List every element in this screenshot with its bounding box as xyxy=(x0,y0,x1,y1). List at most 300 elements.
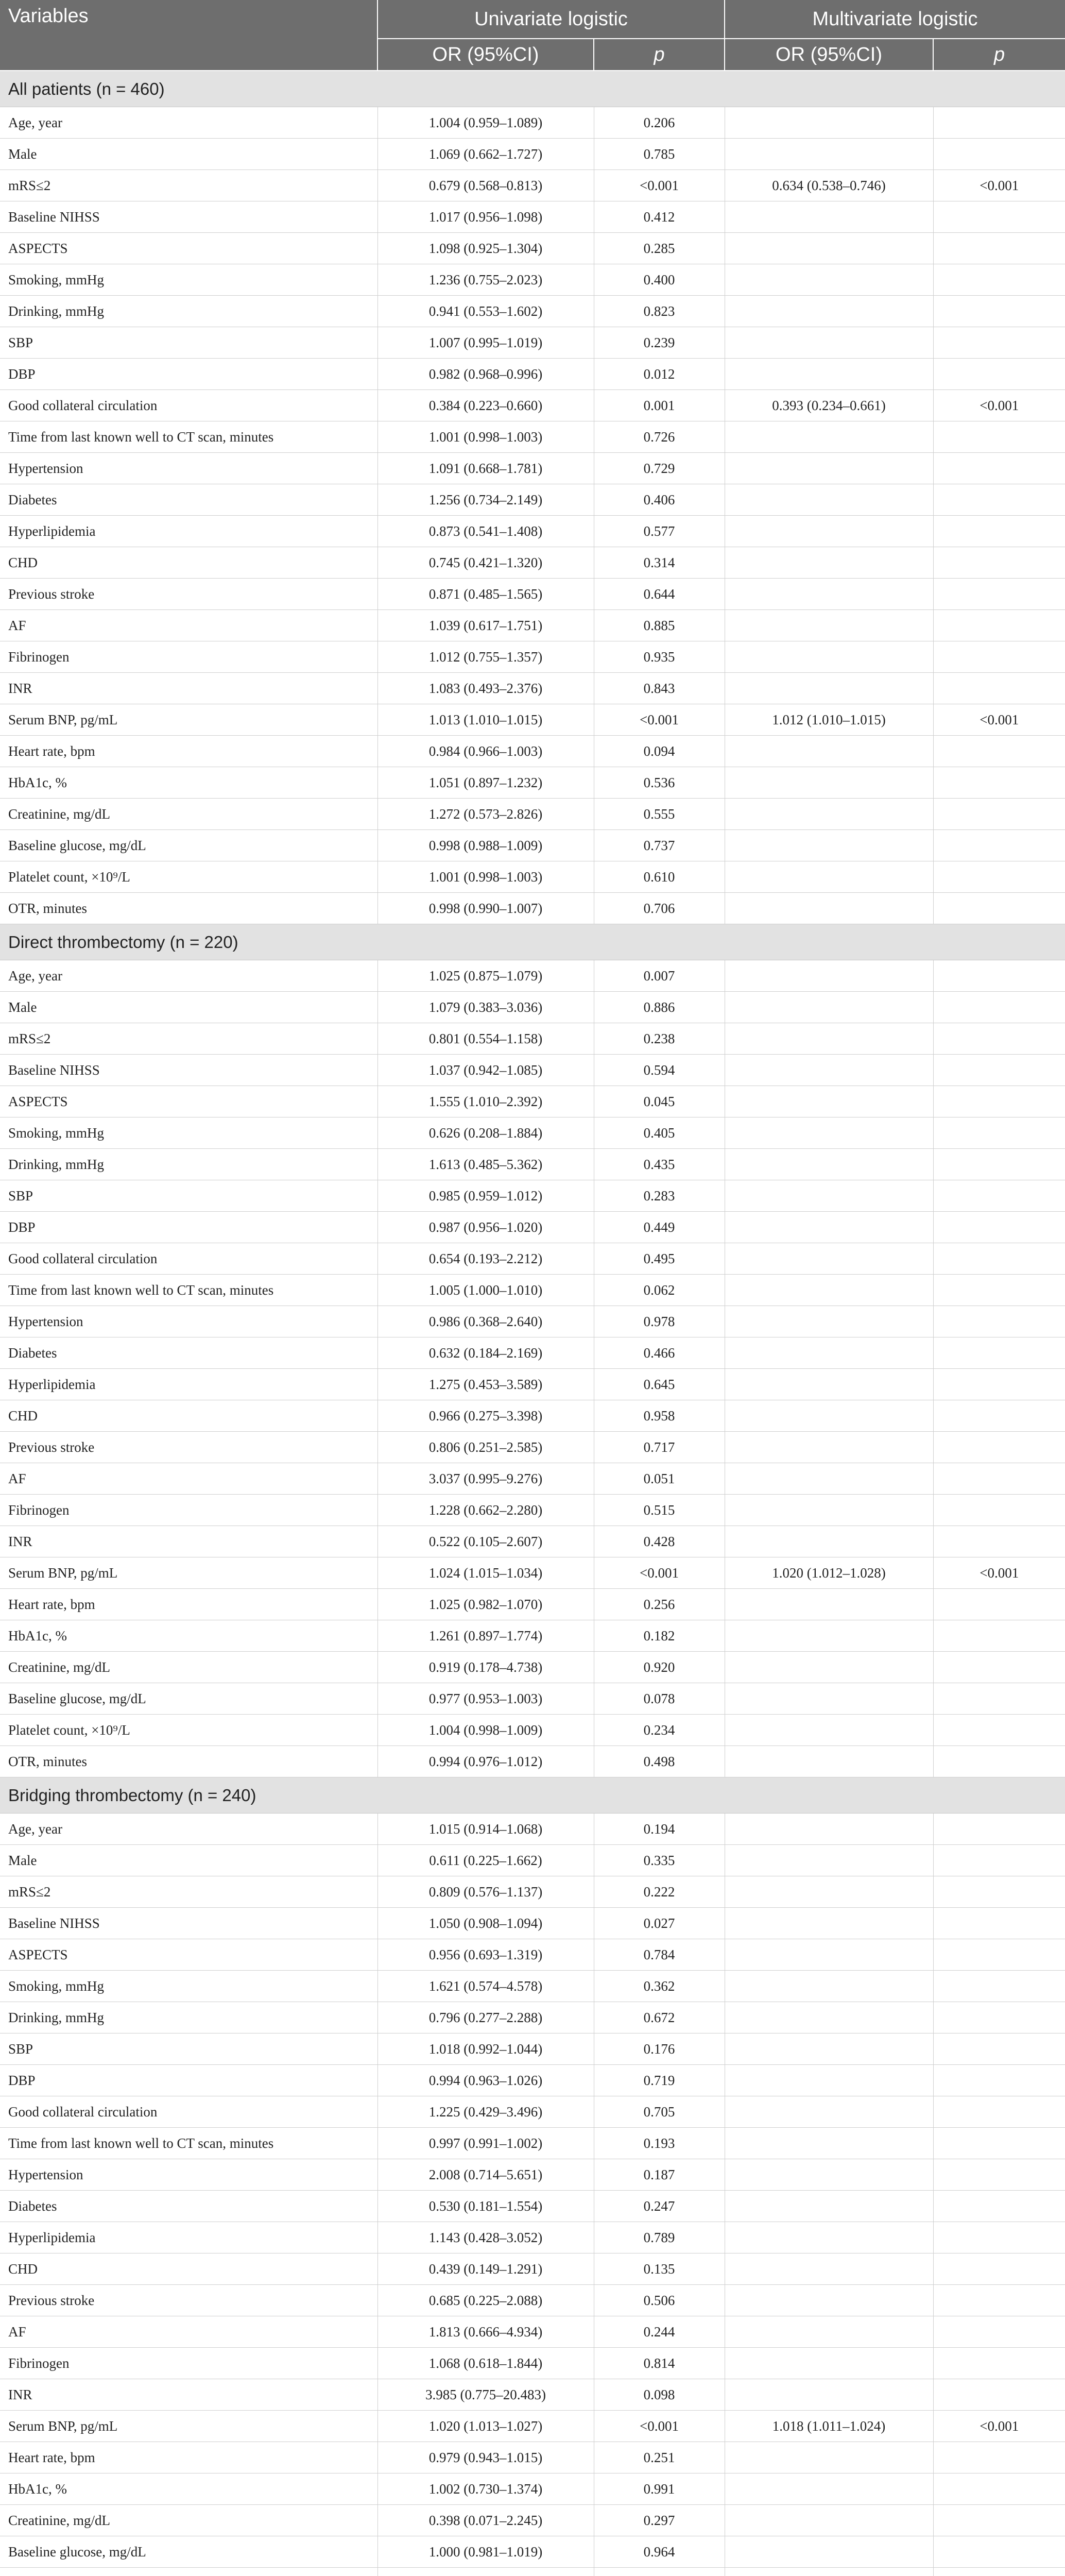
multivariate-p-cell xyxy=(933,893,1065,924)
multivariate-or-cell xyxy=(725,1369,933,1400)
univariate-or-cell: 3.985 (0.775–20.483) xyxy=(377,2379,594,2411)
multivariate-or-cell xyxy=(725,2253,933,2285)
table-row xyxy=(0,1589,1065,1620)
multivariate-or-cell xyxy=(725,861,933,893)
variable-cell: Fibrinogen xyxy=(0,1495,377,1526)
multivariate-or-cell xyxy=(725,1495,933,1526)
multivariate-or-cell xyxy=(725,421,933,453)
variable-cell: Good collateral circulation xyxy=(0,390,377,421)
table-row xyxy=(0,2065,1065,2096)
univariate-or-cell: 0.987 (0.956–1.020) xyxy=(377,1212,594,1243)
univariate-or-cell: 1.079 (0.383–3.036) xyxy=(377,992,594,1023)
multivariate-or-cell xyxy=(725,2002,933,2033)
univariate-p-cell: 0.886 xyxy=(594,992,725,1023)
univariate-p-cell: 0.428 xyxy=(594,1526,725,1557)
variable-cell: Fibrinogen xyxy=(0,641,377,673)
multivariate-p-cell xyxy=(933,1432,1065,1463)
univariate-p-cell: 0.400 xyxy=(594,264,725,296)
univariate-or-cell: 0.982 (0.968–0.996) xyxy=(377,359,594,390)
table-row xyxy=(0,1180,1065,1212)
univariate-p-cell: 0.405 xyxy=(594,1117,725,1149)
table-row xyxy=(0,830,1065,861)
multivariate-p-cell xyxy=(933,861,1065,893)
univariate-p-cell: 0.314 xyxy=(594,547,725,579)
univariate-or-cell: 1.091 (0.668–1.781) xyxy=(377,453,594,484)
multivariate-p-cell xyxy=(933,139,1065,170)
multivariate-or-cell xyxy=(725,2348,933,2379)
multivariate-or-cell xyxy=(725,2316,933,2348)
variable-cell: Time from last known well to CT scan, minutes xyxy=(0,2128,377,2159)
table-row xyxy=(0,1432,1065,1463)
multivariate-or-cell xyxy=(725,1589,933,1620)
univariate-or-cell: 1.005 (1.000–1.010) xyxy=(377,1275,594,1306)
variable-cell: OTR, minutes xyxy=(0,893,377,924)
univariate-or-cell: 1.015 (0.914–1.068) xyxy=(377,1814,594,1845)
univariate-or-cell: 1.007 (0.995–1.019) xyxy=(377,327,594,359)
univariate-or-cell: 1.037 (0.942–1.085) xyxy=(377,1055,594,1086)
univariate-or-cell: 1.050 (0.908–1.094) xyxy=(377,1908,594,1939)
multivariate-p-cell xyxy=(933,516,1065,547)
table-row xyxy=(0,1117,1065,1149)
variable-cell: Age, year xyxy=(0,1814,377,1845)
variable-cell: Age, year xyxy=(0,960,377,992)
table-row xyxy=(0,1715,1065,1746)
table-row xyxy=(0,484,1065,516)
multivariate-p-cell: <0.001 xyxy=(933,1557,1065,1589)
multivariate-or-cell xyxy=(725,2222,933,2253)
table-row xyxy=(0,170,1065,201)
univariate-p-cell: 0.935 xyxy=(594,641,725,673)
variable-cell: ASPECTS xyxy=(0,233,377,264)
variable-cell: AF xyxy=(0,1463,377,1495)
univariate-p-cell: 0.920 xyxy=(594,1652,725,1683)
table-row xyxy=(0,673,1065,704)
multivariate-or-cell xyxy=(725,1243,933,1275)
multivariate-or-cell xyxy=(725,1845,933,1876)
univariate-or-cell: 1.275 (0.453–3.589) xyxy=(377,1369,594,1400)
univariate-or-cell: 0.626 (0.208–1.884) xyxy=(377,1117,594,1149)
multivariate-or-cell xyxy=(725,107,933,139)
univariate-p-cell: 0.176 xyxy=(594,2033,725,2065)
univariate-p-cell: 0.062 xyxy=(594,1275,725,1306)
univariate-or-cell: 0.986 (0.368–2.640) xyxy=(377,1306,594,1337)
table-row xyxy=(0,2002,1065,2033)
univariate-or-cell: 1.025 (0.982–1.070) xyxy=(377,1589,594,1620)
table-row xyxy=(0,2411,1065,2442)
table-row xyxy=(0,2505,1065,2536)
univariate-p-cell: 0.885 xyxy=(594,610,725,641)
multivariate-or-cell xyxy=(725,1432,933,1463)
univariate-p-cell: 0.194 xyxy=(594,1814,725,1845)
variable-cell: Serum BNP, pg/mL xyxy=(0,1557,377,1589)
table-row xyxy=(0,1086,1065,1117)
variable-cell: Good collateral circulation xyxy=(0,2096,377,2128)
variable-cell: Baseline NIHSS xyxy=(0,201,377,233)
univariate-or-cell: 0.611 (0.225–1.662) xyxy=(377,1845,594,1876)
table-row xyxy=(0,893,1065,924)
multivariate-or-cell xyxy=(725,1620,933,1652)
multivariate-p-cell xyxy=(933,296,1065,327)
table-row xyxy=(0,736,1065,767)
univariate-p-cell: 0.335 xyxy=(594,1845,725,1876)
table-row xyxy=(0,1243,1065,1275)
variable-cell: Serum BNP, pg/mL xyxy=(0,2411,377,2442)
multivariate-or-cell xyxy=(725,1652,933,1683)
univariate-or-cell xyxy=(377,2568,594,2576)
univariate-p-cell: 0.784 xyxy=(594,1939,725,1971)
section-header-row xyxy=(0,71,1065,107)
table-row xyxy=(0,799,1065,830)
univariate-or-cell: 0.871 (0.485–1.565) xyxy=(377,579,594,610)
multivariate-p-cell xyxy=(933,673,1065,704)
univariate-p-cell: 0.435 xyxy=(594,1149,725,1180)
univariate-or-cell: 0.809 (0.576–1.137) xyxy=(377,1876,594,1908)
multivariate-p-cell xyxy=(933,1023,1065,1055)
univariate-or-cell: 1.069 (0.662–1.727) xyxy=(377,139,594,170)
univariate-p-cell: 0.297 xyxy=(594,2505,725,2536)
univariate-or-cell: 1.228 (0.662–2.280) xyxy=(377,1495,594,1526)
multivariate-p-cell xyxy=(933,1212,1065,1243)
variable-cell: Diabetes xyxy=(0,1337,377,1369)
table-row xyxy=(0,107,1065,139)
univariate-or-cell: 0.977 (0.953–1.003) xyxy=(377,1683,594,1715)
table-row xyxy=(0,2253,1065,2285)
univariate-p-cell: 0.555 xyxy=(594,799,725,830)
univariate-p-cell: 0.726 xyxy=(594,421,725,453)
univariate-or-cell: 1.001 (0.998–1.003) xyxy=(377,861,594,893)
variable-cell: Baseline glucose, mg/dL xyxy=(0,1683,377,1715)
multivariate-p-cell: <0.001 xyxy=(933,390,1065,421)
table-row xyxy=(0,1463,1065,1495)
multivariate-or-cell xyxy=(725,1117,933,1149)
univariate-p-cell: 0.843 xyxy=(594,673,725,704)
multivariate-p-cell xyxy=(933,107,1065,139)
table-row xyxy=(0,1055,1065,1086)
variable-cell: HbA1c, % xyxy=(0,1620,377,1652)
multivariate-or-cell xyxy=(725,2536,933,2568)
univariate-p-cell: 0.051 xyxy=(594,1463,725,1495)
multivariate-or-cell xyxy=(725,610,933,641)
multivariate-or-cell xyxy=(725,1180,933,1212)
table-row xyxy=(0,2033,1065,2065)
multivariate-or-cell xyxy=(725,327,933,359)
multivariate-p-cell xyxy=(933,610,1065,641)
table-row xyxy=(0,861,1065,893)
multivariate-or-cell xyxy=(725,1746,933,1777)
variable-cell: CHD xyxy=(0,2253,377,2285)
univariate-p-cell: 0.964 xyxy=(594,2536,725,2568)
multivariate-p-cell xyxy=(933,2128,1065,2159)
multivariate-p-cell xyxy=(933,1939,1065,1971)
variable-cell: AF xyxy=(0,2316,377,2348)
multivariate-or-cell xyxy=(725,484,933,516)
univariate-or-cell: 0.530 (0.181–1.554) xyxy=(377,2191,594,2222)
table-row xyxy=(0,1971,1065,2002)
multivariate-or-cell xyxy=(725,1939,933,1971)
variable-cell: Heart rate, bpm xyxy=(0,736,377,767)
section-title: All patients (n = 460) xyxy=(0,71,1065,107)
multivariate-p-cell xyxy=(933,1814,1065,1845)
table-row xyxy=(0,1620,1065,1652)
table-row xyxy=(0,2159,1065,2191)
multivariate-or-cell xyxy=(725,2159,933,2191)
univariate-p-cell: 0.814 xyxy=(594,2348,725,2379)
univariate-p-cell: 0.737 xyxy=(594,830,725,861)
univariate-p-cell: <0.001 xyxy=(594,1557,725,1589)
multivariate-p-cell xyxy=(933,359,1065,390)
univariate-or-cell: 1.020 (1.013–1.027) xyxy=(377,2411,594,2442)
univariate-p-cell: 0.412 xyxy=(594,201,725,233)
multivariate-or-cell xyxy=(725,799,933,830)
multivariate-p-cell xyxy=(933,1845,1065,1876)
multivariate-or-cell xyxy=(725,1212,933,1243)
multivariate-p-cell xyxy=(933,830,1065,861)
multivariate-or-cell xyxy=(725,1086,933,1117)
table-row xyxy=(0,1149,1065,1180)
multivariate-p-cell xyxy=(933,2096,1065,2128)
univariate-or-cell: 0.522 (0.105–2.607) xyxy=(377,1526,594,1557)
variable-cell: Smoking, mmHg xyxy=(0,1971,377,2002)
variable-cell: Male xyxy=(0,992,377,1023)
univariate-p-cell: 0.222 xyxy=(594,1876,725,1908)
table-row xyxy=(0,516,1065,547)
multivariate-or-cell xyxy=(725,960,933,992)
multivariate-p-cell xyxy=(933,233,1065,264)
multivariate-or-cell xyxy=(725,1971,933,2002)
univariate-p-cell: 0.251 xyxy=(594,2442,725,2473)
multivariate-or-cell xyxy=(725,1400,933,1432)
variable-cell: Smoking, mmHg xyxy=(0,1117,377,1149)
variable-cell: Hypertension xyxy=(0,1306,377,1337)
table-row xyxy=(0,1557,1065,1589)
table-row xyxy=(0,1369,1065,1400)
multivariate-p-cell xyxy=(933,736,1065,767)
table-row xyxy=(0,390,1065,421)
multivariate-p-cell xyxy=(933,1908,1065,1939)
univariate-p-cell: 0.283 xyxy=(594,1180,725,1212)
univariate-or-cell: 1.025 (0.875–1.079) xyxy=(377,960,594,992)
univariate-or-cell: 1.098 (0.925–1.304) xyxy=(377,233,594,264)
table-row xyxy=(0,1306,1065,1337)
multivariate-p-cell xyxy=(933,453,1065,484)
univariate-p-cell: 0.094 xyxy=(594,736,725,767)
multivariate-or-cell xyxy=(725,1876,933,1908)
univariate-p-cell: 0.012 xyxy=(594,359,725,390)
univariate-or-cell: 0.966 (0.275–3.398) xyxy=(377,1400,594,1432)
variable-cell: Time from last known well to CT scan, minutes xyxy=(0,1275,377,1306)
table-row xyxy=(0,1876,1065,1908)
variable-cell: Hypertension xyxy=(0,2159,377,2191)
univariate-p-cell: 0.645 xyxy=(594,1369,725,1400)
multivariate-or-cell: 1.012 (1.010–1.015) xyxy=(725,704,933,736)
variable-cell: ASPECTS xyxy=(0,1086,377,1117)
multivariate-or-cell xyxy=(725,139,933,170)
table-row xyxy=(0,2568,1065,2576)
univariate-p-cell: 0.719 xyxy=(594,2065,725,2096)
multivariate-or-cell xyxy=(725,2065,933,2096)
table-row xyxy=(0,1845,1065,1876)
univariate-p-cell: 0.362 xyxy=(594,1971,725,2002)
univariate-or-cell: 0.796 (0.277–2.288) xyxy=(377,2002,594,2033)
univariate-p-cell: 0.135 xyxy=(594,2253,725,2285)
table-row xyxy=(0,547,1065,579)
variable-cell: INR xyxy=(0,673,377,704)
univariate-or-cell: 1.051 (0.897–1.232) xyxy=(377,767,594,799)
univariate-or-cell: 0.685 (0.225–2.088) xyxy=(377,2285,594,2316)
table-row xyxy=(0,2442,1065,2473)
multivariate-p-cell xyxy=(933,2568,1065,2576)
header-variables: Variables xyxy=(0,0,377,71)
univariate-p-cell: 0.234 xyxy=(594,1715,725,1746)
multivariate-p-cell: <0.001 xyxy=(933,2411,1065,2442)
table-row xyxy=(0,1400,1065,1432)
multivariate-p-cell xyxy=(933,1495,1065,1526)
multivariate-or-cell xyxy=(725,264,933,296)
table-row xyxy=(0,139,1065,170)
univariate-or-cell: 1.017 (0.956–1.098) xyxy=(377,201,594,233)
variable-cell: Heart rate, bpm xyxy=(0,2442,377,2473)
variable-cell: SBP xyxy=(0,1180,377,1212)
multivariate-p-cell xyxy=(933,2253,1065,2285)
table-row xyxy=(0,2096,1065,2128)
multivariate-p-cell xyxy=(933,1369,1065,1400)
variable-cell: Platelet count, ×10⁹/L xyxy=(0,1715,377,1746)
variable-cell: mRS≤2 xyxy=(0,170,377,201)
variable-cell: Smoking, mmHg xyxy=(0,264,377,296)
univariate-or-cell: 1.272 (0.573–2.826) xyxy=(377,799,594,830)
univariate-or-cell: 0.998 (0.988–1.009) xyxy=(377,830,594,861)
variable-cell: Serum BNP, pg/mL xyxy=(0,704,377,736)
multivariate-or-cell xyxy=(725,641,933,673)
univariate-p-cell: 0.729 xyxy=(594,453,725,484)
multivariate-or-cell xyxy=(725,736,933,767)
univariate-p-cell: <0.001 xyxy=(594,2411,725,2442)
table-row xyxy=(0,2473,1065,2505)
variable-cell: Time from last known well to CT scan, minutes xyxy=(0,421,377,453)
variable-cell: SBP xyxy=(0,2033,377,2065)
table-body xyxy=(0,71,1065,2576)
table-row xyxy=(0,1908,1065,1939)
multivariate-or-cell xyxy=(725,1908,933,1939)
variable-cell: DBP xyxy=(0,359,377,390)
header-univariate-p: p xyxy=(594,39,725,71)
univariate-p-cell: 0.238 xyxy=(594,1023,725,1055)
univariate-p-cell: 0.001 xyxy=(594,390,725,421)
multivariate-or-cell: 0.634 (0.538–0.746) xyxy=(725,170,933,201)
univariate-p-cell: 0.577 xyxy=(594,516,725,547)
univariate-or-cell: 0.994 (0.976–1.012) xyxy=(377,1746,594,1777)
multivariate-or-cell xyxy=(725,2505,933,2536)
univariate-p-cell: 0.182 xyxy=(594,1620,725,1652)
variable-cell: Hypertension xyxy=(0,453,377,484)
multivariate-p-cell xyxy=(933,2191,1065,2222)
multivariate-or-cell xyxy=(725,1463,933,1495)
table-row xyxy=(0,1814,1065,1845)
section-title: Direct thrombectomy (n = 220) xyxy=(0,924,1065,960)
univariate-or-cell: 1.013 (1.010–1.015) xyxy=(377,704,594,736)
table-row xyxy=(0,992,1065,1023)
variable-cell: DBP xyxy=(0,1212,377,1243)
multivariate-p-cell xyxy=(933,1400,1065,1432)
variable-cell: ASPECTS xyxy=(0,1939,377,1971)
univariate-or-cell: 1.613 (0.485–5.362) xyxy=(377,1149,594,1180)
variable-cell: CHD xyxy=(0,1400,377,1432)
table-row xyxy=(0,233,1065,264)
multivariate-p-cell xyxy=(933,1086,1065,1117)
univariate-p-cell: 0.449 xyxy=(594,1212,725,1243)
variable-cell: INR xyxy=(0,1526,377,1557)
multivariate-p-cell: <0.001 xyxy=(933,170,1065,201)
multivariate-or-cell: 1.020 (1.012–1.028) xyxy=(725,1557,933,1589)
multivariate-or-cell xyxy=(725,2442,933,2473)
table-row xyxy=(0,359,1065,390)
multivariate-p-cell xyxy=(933,2285,1065,2316)
multivariate-or-cell xyxy=(725,767,933,799)
table-row xyxy=(0,1526,1065,1557)
multivariate-or-cell xyxy=(725,579,933,610)
univariate-p-cell: 0.007 xyxy=(594,960,725,992)
univariate-or-cell: 1.555 (1.010–2.392) xyxy=(377,1086,594,1117)
univariate-or-cell: 1.813 (0.666–4.934) xyxy=(377,2316,594,2348)
multivariate-p-cell xyxy=(933,1683,1065,1715)
multivariate-or-cell xyxy=(725,2191,933,2222)
univariate-or-cell: 2.008 (0.714–5.651) xyxy=(377,2159,594,2191)
univariate-p-cell: 0.515 xyxy=(594,1495,725,1526)
univariate-p-cell: 0.594 xyxy=(594,1055,725,1086)
univariate-p-cell xyxy=(594,2568,725,2576)
univariate-p-cell: 0.078 xyxy=(594,1683,725,1715)
variable-cell: Platelet count, ×10⁹/L xyxy=(0,861,377,893)
table-row xyxy=(0,610,1065,641)
table-row xyxy=(0,2191,1065,2222)
variable-cell: OTR, minutes xyxy=(0,1746,377,1777)
multivariate-p-cell xyxy=(933,2033,1065,2065)
table-row xyxy=(0,1652,1065,1683)
variable-cell: Drinking, mmHg xyxy=(0,1149,377,1180)
univariate-p-cell: <0.001 xyxy=(594,170,725,201)
univariate-p-cell: 0.244 xyxy=(594,2316,725,2348)
variable-cell: Hyperlipidemia xyxy=(0,516,377,547)
univariate-or-cell: 1.018 (0.992–1.044) xyxy=(377,2033,594,2065)
multivariate-or-cell xyxy=(725,1683,933,1715)
multivariate-p-cell xyxy=(933,1526,1065,1557)
univariate-or-cell: 1.068 (0.618–1.844) xyxy=(377,2348,594,2379)
table-row xyxy=(0,767,1065,799)
table-row xyxy=(0,453,1065,484)
table-row xyxy=(0,704,1065,736)
table-row xyxy=(0,1275,1065,1306)
table-header xyxy=(0,0,1065,71)
multivariate-p-cell: <0.001 xyxy=(933,704,1065,736)
variable-cell: HbA1c, % xyxy=(0,767,377,799)
multivariate-p-cell xyxy=(933,2473,1065,2505)
variable-cell: Previous stroke xyxy=(0,2285,377,2316)
multivariate-p-cell xyxy=(933,1275,1065,1306)
table-row xyxy=(0,264,1065,296)
multivariate-p-cell xyxy=(933,2505,1065,2536)
table-row xyxy=(0,2348,1065,2379)
variable-cell: Hyperlipidemia xyxy=(0,1369,377,1400)
table-row xyxy=(0,296,1065,327)
multivariate-p-cell xyxy=(933,2316,1065,2348)
variable-cell: CHD xyxy=(0,547,377,579)
variable-cell: Hyperlipidemia xyxy=(0,2222,377,2253)
multivariate-or-cell xyxy=(725,233,933,264)
table-row xyxy=(0,1495,1065,1526)
univariate-or-cell: 0.806 (0.251–2.585) xyxy=(377,1432,594,1463)
multivariate-or-cell xyxy=(725,547,933,579)
univariate-p-cell: 0.098 xyxy=(594,2379,725,2411)
